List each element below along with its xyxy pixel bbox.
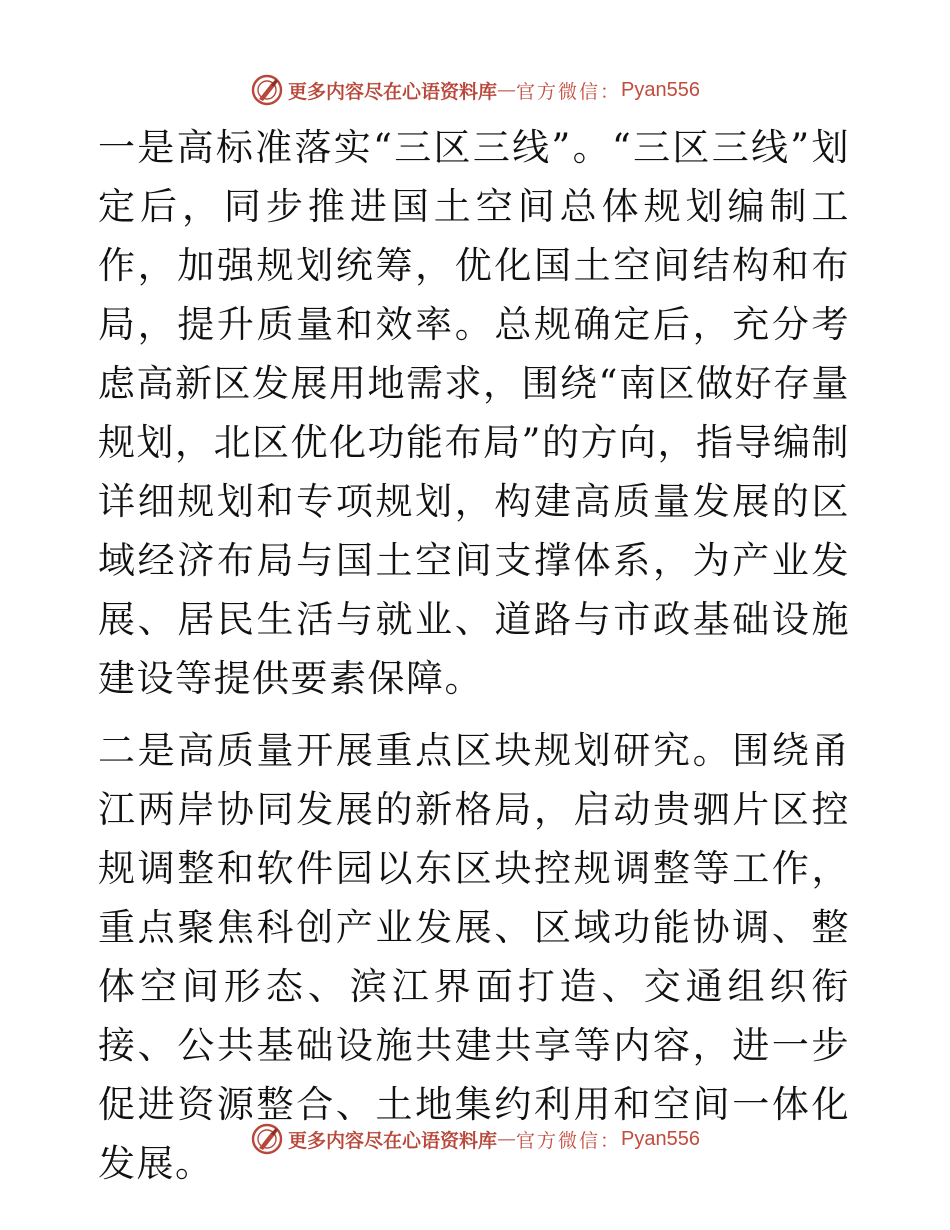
document-body xyxy=(98,118,850,1193)
watermark-wechat-label: 官方微信： xyxy=(516,1129,622,1152)
watermark-main-text: 更多内容尽在心语资料库 xyxy=(288,80,498,103)
footer-watermark xyxy=(0,1121,950,1157)
paragraph-2: 二是高质量开展重点区块规划研究。围绕甬江两岸协同发展的新格局，启动贵驷片区控规调整和软件园以东区块控规调整等工作，重点聚焦科创产业发展、区域功能协调、整体空间形态、滨江界面打造、交通组织衔接、公共基础设施共建共享等内容，进一步促进资源整合、土地集约利用和空间一体化发展。 xyxy=(98,729,850,1185)
paragraph-1: 一是高标准落实“三区三线”。“三区三线”划定后，同步推进国土空间总体规划编制工作，加强规划统筹，优化国土空间结构和布局，提升质量和效率。总规确定后，充分考虑高新区发展用地需求，围绕“南区做好存量规划，北区优化功能布局”的方向，指导编制详细规划和专项规划，构建高质量发展的区域经济布局与国土空间支撑体系，为产业发展、居民生活与就业、道路与市政基础设施建设等提供要素保障。 xyxy=(98,126,850,700)
watermark-wechat-id: Pyan556 xyxy=(621,1127,700,1150)
watermark-separator: — xyxy=(497,1128,517,1150)
watermark-wechat-id: Pyan556 xyxy=(621,78,700,101)
watermark-separator: — xyxy=(497,79,517,101)
watermark-main-text: 更多内容尽在心语资料库 xyxy=(288,1129,498,1152)
pen-nib-circle-icon xyxy=(250,1122,284,1156)
header-watermark xyxy=(0,72,950,108)
pen-nib-circle-icon xyxy=(250,73,284,107)
watermark-wechat-label: 官方微信： xyxy=(516,80,622,103)
